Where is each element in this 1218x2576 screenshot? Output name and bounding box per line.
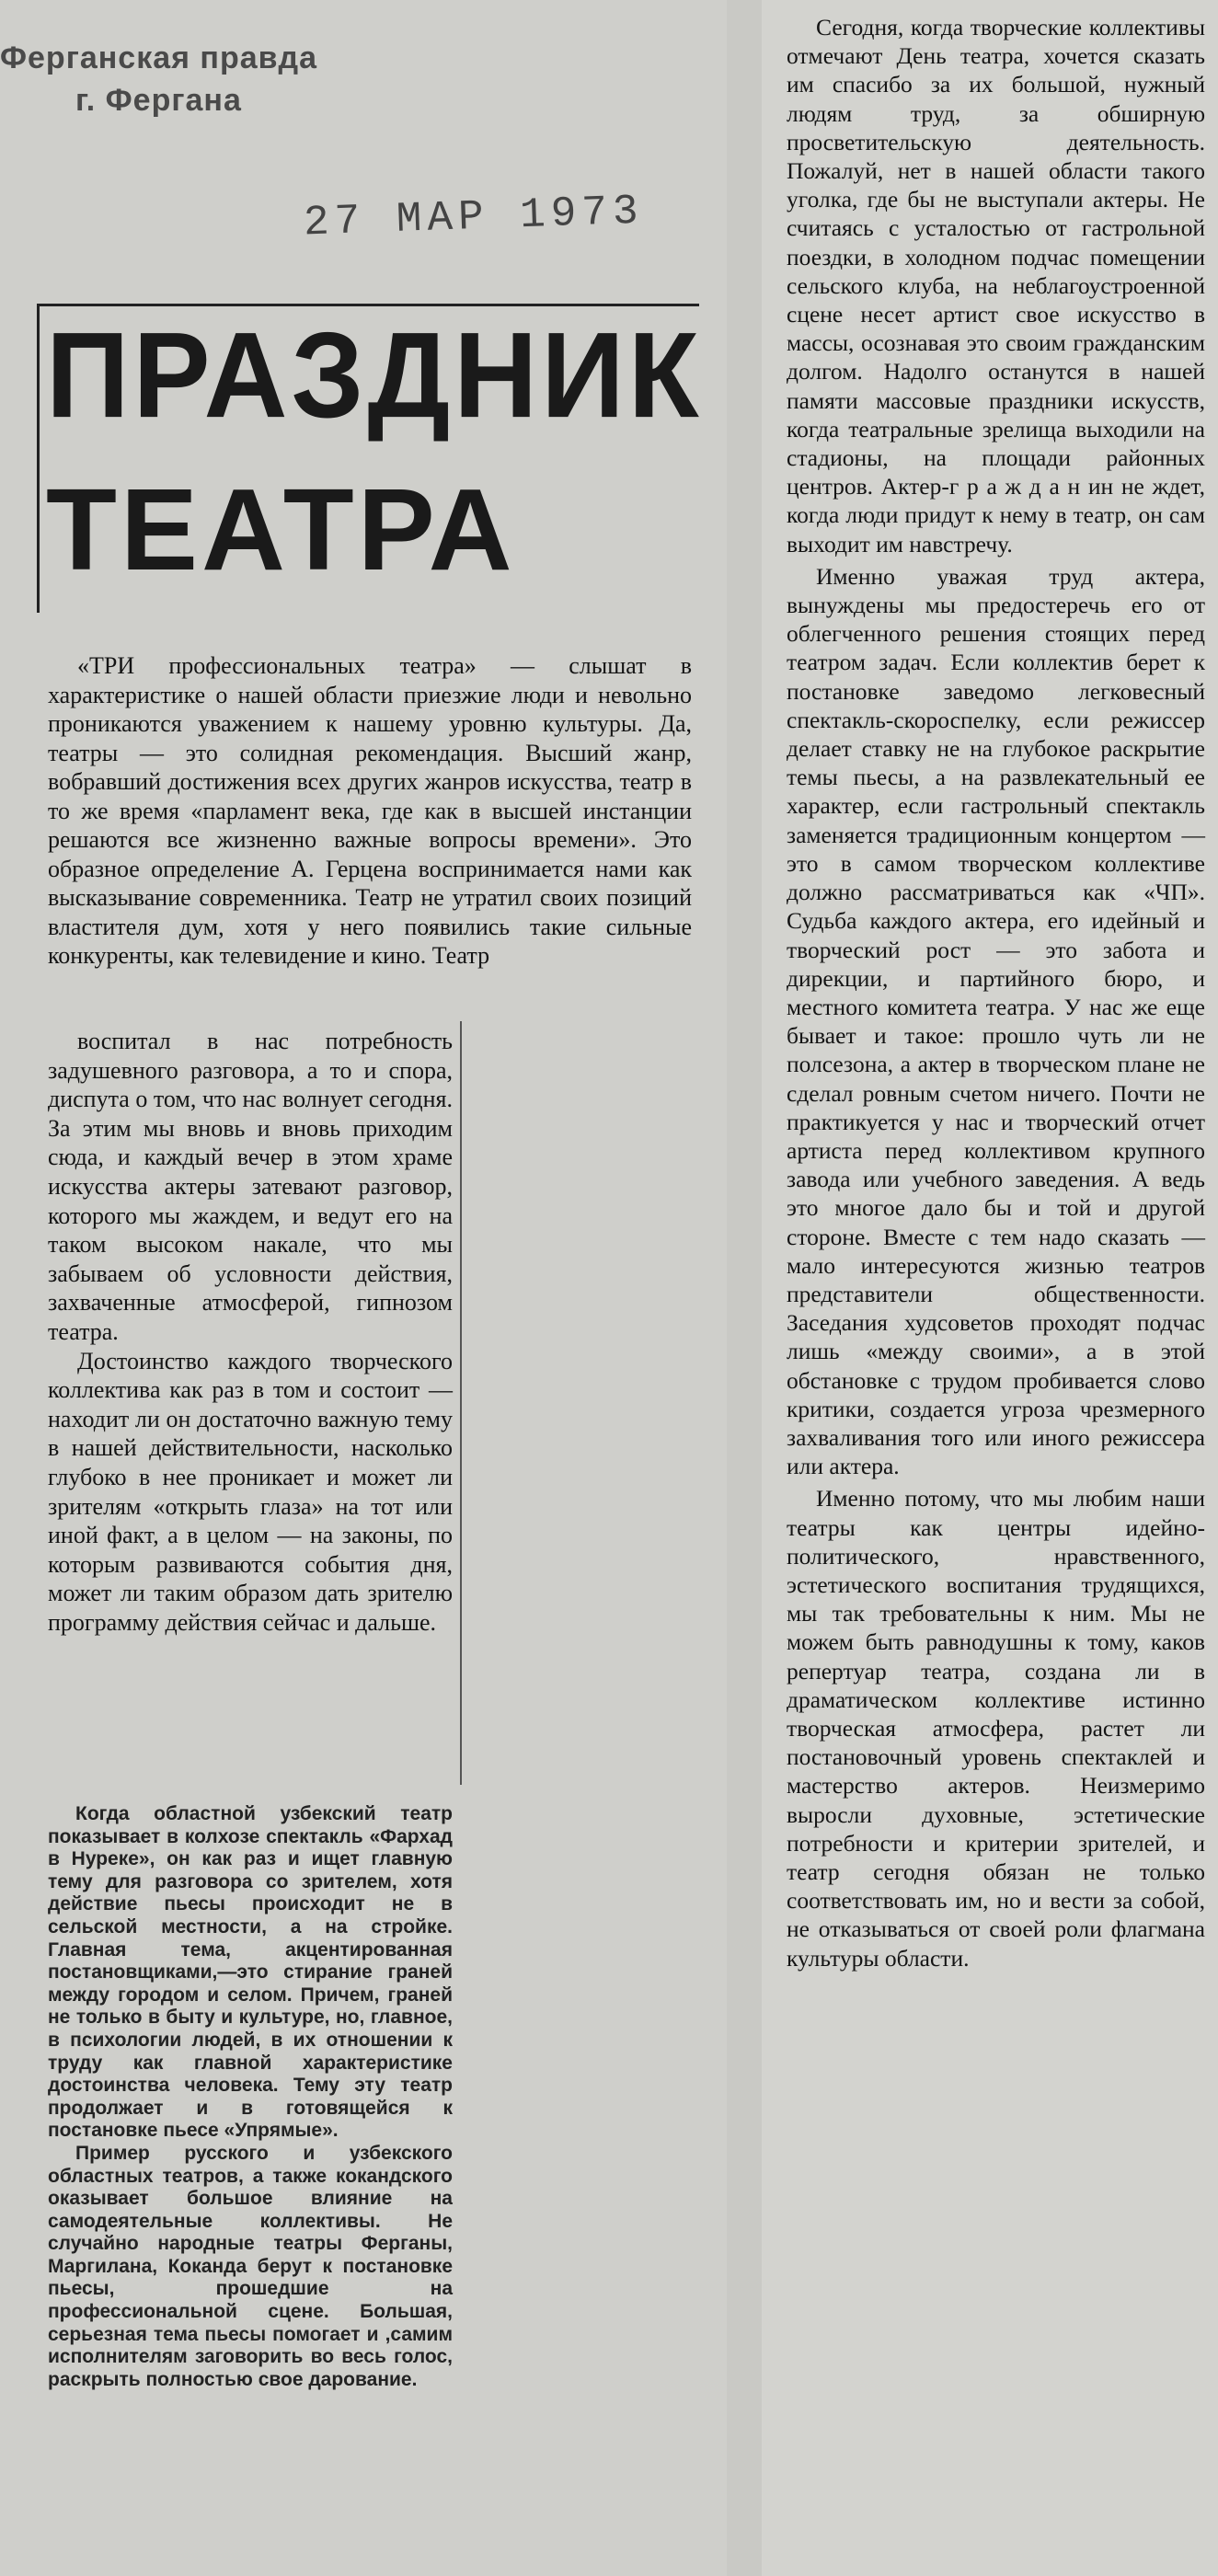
headline-line-2: ТЕАТРА — [46, 465, 516, 594]
paragraph: Сегодня, когда творческие коллективы отмечают День театра, хочется сказать им спасибо за их большой, нужный людям труд, за обширную просветительскую деятельность. Пожалуй, нет в нашей области такого уголка, где бы не выступали актеры. Не считаясь с усталостью от гастрольной поездки, в холодном подчас помещении сельского клуба, на неблагоустроенной сцене несет артист свое искусство в массы, осознавая это своим гражданским долгом. Надолго останутся в нашей памяти массовые праздники искусств, когда театральные зрелища выходили на стадионы, на площади районных центров. Актер-г р а ж д а н ин не ждет, когда люди придут к нему в театр, он сам выходит им навстречу. — [787, 14, 1205, 558]
headline-line-1: ПРАЗДНИК — [46, 306, 703, 443]
paragraph: Именно уважая труд актера, вынуждены мы предостеречь его от облегченного решения стоящих перед театром задач. Если коллектив берет к постановке заведомо легковесный спектакль-скороспелку, если режиссер делает ставку не на глубокое раскрытие темы пьесы, а на развлекательный ее характер, если гастрольный спектакль заменяется традиционным концертом — это в самом творческом коллективе должно рассматриваться как «ЧП». Судьба каждого актера, его идейный и творческий рост — это забота и дирекции, и партийного бюро, и местного комитета театра. У нас же еще бывает и такое: прошло чуть ли не полсезона, а актер в творческом плане не сделал ровным счетом ничего. Почти не практикуется у нас и творческий отчет артиста перед коллективом крупного завода или учебного заведения. А ведь это многое дало бы и той и другой стороне. Вместе с тем надо сказать — мало интересуются жизнью театров представители общественности. Заседания худсоветов проходят подчас лишь «между своими», а в этой обстановке с трудом пробивается слово критики, создается угроза чрезмерного захваливания того или иного режиссера или актера. — [787, 562, 1205, 1480]
lead-paragraph: «ТРИ профессиональных театра» — слышат в характеристике о нашей области приезжие люди и невольно проникаются уважением к нашему уровню культуры. Да, театры — это солидная рекомендация. Высший жанр, вобравший достижения всех других жанров искусства, театр в то же время «парламент века, где как в высшей инстанции решаются все жизненно важные вопросы времени». Это образное определение А. Герцена воспринимается нами как высказывание современника. Театр не утратил своих позиций властителя дум, хотя у него появились такие сильные конкуренты, как телевидение и кино. Театр — [48, 652, 692, 969]
column-left-main — [48, 1027, 453, 1637]
article-headline — [46, 306, 703, 594]
paragraph: Именно потому, что мы любим наши театры как центры идейно-политического, нравственного, эстетического воспитания трудящихся, мы так требовательны к ним. Мы не можем быть равнодушны к тому, каков репертуар театра, создана ли в драматическом коллективе истинно творческая атмосфера, растет ли постановочный уровень спектаклей и мастерство актеров. Неизмеримо выросли духовные, эстетические потребности и критерии зрителей, и театр сегодня обязан не только соответствовать им, но и вести за собой, не отказываться от своей роли флагмана культуры области. — [787, 1485, 1205, 1972]
newspaper-name: Ферганская правда — [0, 40, 318, 75]
newspaper-city: г. Фергана — [75, 83, 242, 118]
date-stamp: 27 МАР 1973 — [303, 187, 645, 247]
paragraph: Пример русского и узбекского областных театров, а также кокандского оказывает большое влияние на самодеятельные коллективы. Не случайно народные театры Ферганы, Маргилана, Коканда берут к постановке пьесы, прошедшие на профессиональной сцене. Большая, серьезная тема пьесы помогает и ,самим исполнителям заговорить во весь голос, раскрыть полностью свое дарование. — [48, 2142, 453, 2390]
newspaper-stamp — [0, 37, 317, 121]
paragraph: воспитал в нас потребность задушевного разговора, а то и спора, диспута о том, что нас волнует сегодня. За этим мы вновь и вновь приходим сюда, и каждый вечер в этом храме искусства актеры затевают разговор, которого мы жаждем, и ведут его на таком высоком накале, что мы забываем об условности действия, захваченные атмосферой, гипнозом театра. — [48, 1028, 453, 1345]
paragraph: Достоинство каждого творческого коллектива как раз в том и состоит — находит ли он достаточно важную тему в нашей действительности, насколько глубоко в нее проникает и может ли зрителям «открыть глаза» на тот или иной факт, а в целом — на законы, по которым развиваются события дня, может ли таким образом дать зрителю программу действия сейчас и дальше. — [48, 1347, 453, 1636]
column-left-small-print — [48, 1803, 453, 2391]
paragraph: Когда областной узбекский театр показывает в колхозе спектакль «Фархад в Нуреке», он как раз и ищет главную тему для разговора со зрителем, хотя действие пьесы происходит не в сельской местности, а на стройке. Главная тема, акцентированная постановщиками,—это стирание граней между городом и селом. Причем, граней не только в быту и культуре, но, главное, в психологии людей, в их отношении к труду как главной характеристике достоинства человека. Тему эту театр продолжает и в готовящейся к постановке пьесе «Упрямые». — [48, 1803, 453, 2142]
column-divider — [460, 1021, 462, 1785]
column-right — [787, 13, 1205, 1972]
